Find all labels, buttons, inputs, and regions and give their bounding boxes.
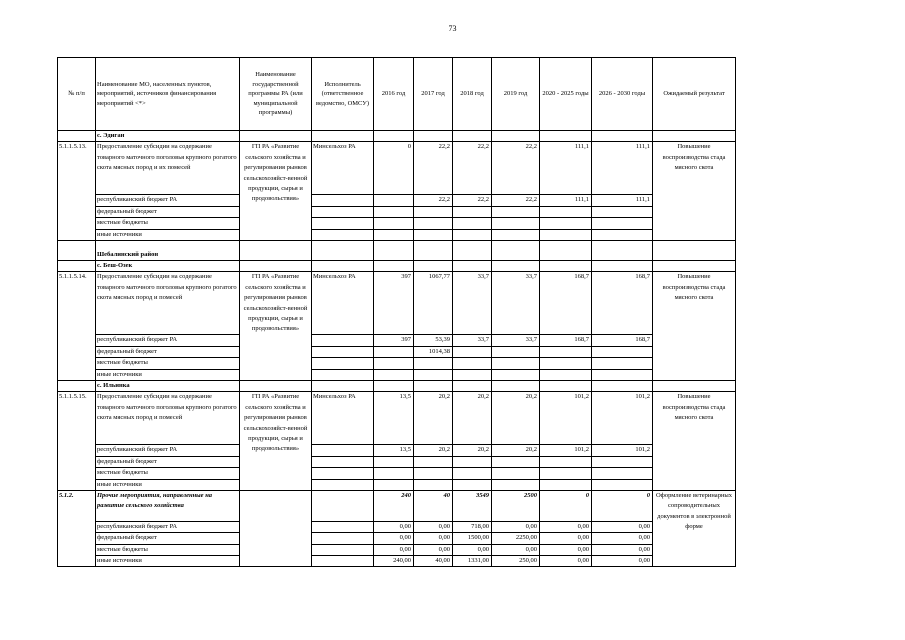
measure-name: Предоставление субсидии на содержание товарного маточного поголовья крупного рогатого скота мясных пород и помесей	[96, 272, 240, 335]
measure-executor: Минсельхоз РА	[312, 392, 374, 445]
table-header-row	[58, 58, 736, 131]
value-2017: 20,2	[414, 392, 453, 445]
funding-rows: республиканский бюджет РА федеральный бюджет местные бюджеты иные источники 397 53,39 1014,38 33,7 33,7 168,7 168,7	[58, 335, 736, 381]
funding-rows: республиканский бюджет РА федеральный бюджет местные бюджеты иные источники 0,00 0,00 0,00 240,00 0,00 0,00 0,00 40,00 718,00 1500,00 0,00 1331,00 0,00 2250,00 0,00 250,00 0,00 0,00 0,00 0,00 0,00 0,00 0,00 0,00	[58, 521, 736, 567]
measure-name: Предоставление субсидии на содержание товарного маточного поголовья крупного рогатого скота мясных пород и помесей	[96, 392, 240, 445]
measure-row	[58, 272, 736, 335]
district-row	[58, 240, 736, 260]
col-header-2019: 2019 год	[492, 58, 540, 131]
program-table	[57, 57, 736, 567]
source-local: местные бюджеты	[96, 468, 239, 479]
funding-rows: республиканский бюджет РА федеральный бюджет местные бюджеты иные источники 22,2 22,2 22,2 111,1 111,1	[58, 195, 736, 241]
value-2020-2025: 168,7	[540, 272, 592, 335]
settlement-name: с. Эдиган	[96, 131, 240, 142]
source-other: иные источники	[97, 480, 142, 488]
source-federal: федеральный бюджет	[96, 347, 239, 358]
source-other: иные источники	[97, 557, 142, 565]
source-local: местные бюджеты	[96, 218, 239, 229]
measure-program: ГП РА «Развитие сельского хозяйства и регулирования рынков сельскохозяйст-венной продукции, сырья и продовольствия»	[240, 272, 312, 381]
funding-sources	[96, 195, 240, 241]
col-header-2020-2025: 2020 - 2025 годы	[540, 58, 592, 131]
value-2016: 13,5	[374, 392, 414, 445]
col-header-name: Наименование МО, населенных пунктов, мероприятий, источников финансирования мероприятий <*>	[96, 58, 240, 131]
settlement-name: с. Ильинка	[96, 380, 240, 391]
measure-name: Предоставление субсидии на содержание товарного маточного поголовья крупного рогатого скота мясных пород и их помесей	[96, 142, 240, 195]
value-2016: 0	[374, 142, 414, 195]
col-header-2017: 2017 год	[414, 58, 453, 131]
measure-number: 5.1.1.5.15.	[58, 392, 96, 491]
source-local: местные бюджеты	[96, 358, 239, 369]
measure-row	[58, 392, 736, 445]
funding-rows: республиканский бюджет РА федеральный бюджет местные бюджеты иные источники 13,5 20,2 20,2 20,2 101,2 101,2	[58, 445, 736, 491]
col-header-result: Ожидаемый результат	[653, 58, 736, 131]
value-2017: 22,2	[414, 142, 453, 195]
col-header-2026-2030: 2026 - 2030 годы	[592, 58, 653, 131]
col-header-executor: Исполнитель (ответственное ведомство, ОМСУ)	[312, 58, 374, 131]
settlement-row	[58, 131, 736, 142]
measure-row	[58, 490, 736, 521]
funding-sources	[96, 445, 240, 491]
value-2026-2030: 111,1	[592, 142, 653, 195]
value-2018: 20,2	[453, 392, 492, 445]
value-2019: 33,7	[492, 272, 540, 335]
measure-executor: Минсельхоз РА	[312, 142, 374, 195]
settlement-row	[58, 260, 736, 271]
value-2018: 33,7	[453, 272, 492, 335]
value-2019: 22,2	[492, 142, 540, 195]
expected-result: Повышение воспроизводства стада мясного скота	[653, 392, 736, 491]
settlement-row	[58, 380, 736, 391]
source-federal: федеральный бюджет	[96, 533, 239, 544]
value-2018: 22,2	[453, 142, 492, 195]
source-other: иные источники	[97, 230, 142, 238]
value-2026-2030: 0	[592, 490, 653, 521]
source-republican: республиканский бюджет РА	[96, 522, 239, 533]
source-republican: республиканский бюджет РА	[96, 195, 239, 206]
measure-number: 5.1.1.5.14.	[58, 272, 96, 381]
settlement-name: с. Беш-Озек	[96, 260, 240, 271]
value-2020-2025: 101,2	[540, 392, 592, 445]
value-2016: 397	[374, 272, 414, 335]
source-local: местные бюджеты	[96, 545, 239, 556]
value-2017: 40	[414, 490, 453, 521]
measure-executor: Минсельхоз РА	[312, 272, 374, 335]
district-name: Шебалинский район	[96, 240, 240, 260]
col-header-2016: 2016 год	[374, 58, 414, 131]
measure-number: 5.1.1.5.13.	[58, 142, 96, 241]
source-republican: республиканский бюджет РА	[96, 445, 239, 456]
measure-row	[58, 142, 736, 195]
value-2017: 1067,77	[414, 272, 453, 335]
expected-result: Повышение воспроизводства стада мясного скота	[653, 142, 736, 241]
measure-name: Прочие мероприятия, направленные на развитие сельского хозяйства	[96, 490, 240, 521]
col-header-2018: 2018 год	[453, 58, 492, 131]
source-republican: республиканский бюджет РА	[96, 335, 239, 346]
col-header-program: Наименование государственной программы РА (или муниципальной программы)	[240, 58, 312, 131]
funding-sources	[96, 335, 240, 381]
source-other: иные источники	[97, 370, 142, 378]
value-2018: 3549	[453, 490, 492, 521]
value-2019: 2500	[492, 490, 540, 521]
expected-result: Повышение воспроизводства стада мясного скота	[653, 272, 736, 381]
value-2026-2030: 101,2	[592, 392, 653, 445]
value-2020-2025: 111,1	[540, 142, 592, 195]
funding-sources	[96, 521, 240, 567]
measure-program: ГП РА «Развитие сельского хозяйства и регулирования рынков сельскохозяйст-венной продукции, сырья и продовольствия»	[240, 392, 312, 491]
value-2026-2030: 168,7	[592, 272, 653, 335]
expected-result: Оформление ветеринарных сопроводительных документов в электронной форме	[653, 490, 736, 567]
value-2019: 20,2	[492, 392, 540, 445]
col-header-num: № п/п	[58, 58, 96, 131]
measure-program: ГП РА «Развитие сельского хозяйства и регулирования рынков сельскохозяйст-венной продукции, сырья и продовольствия»	[240, 142, 312, 241]
page-number: 73	[448, 24, 457, 33]
source-federal: федеральный бюджет	[96, 457, 239, 468]
value-2020-2025: 0	[540, 490, 592, 521]
measure-number: 5.1.2.	[58, 490, 96, 567]
value-2016: 240	[374, 490, 414, 521]
source-federal: федеральный бюджет	[96, 207, 239, 218]
